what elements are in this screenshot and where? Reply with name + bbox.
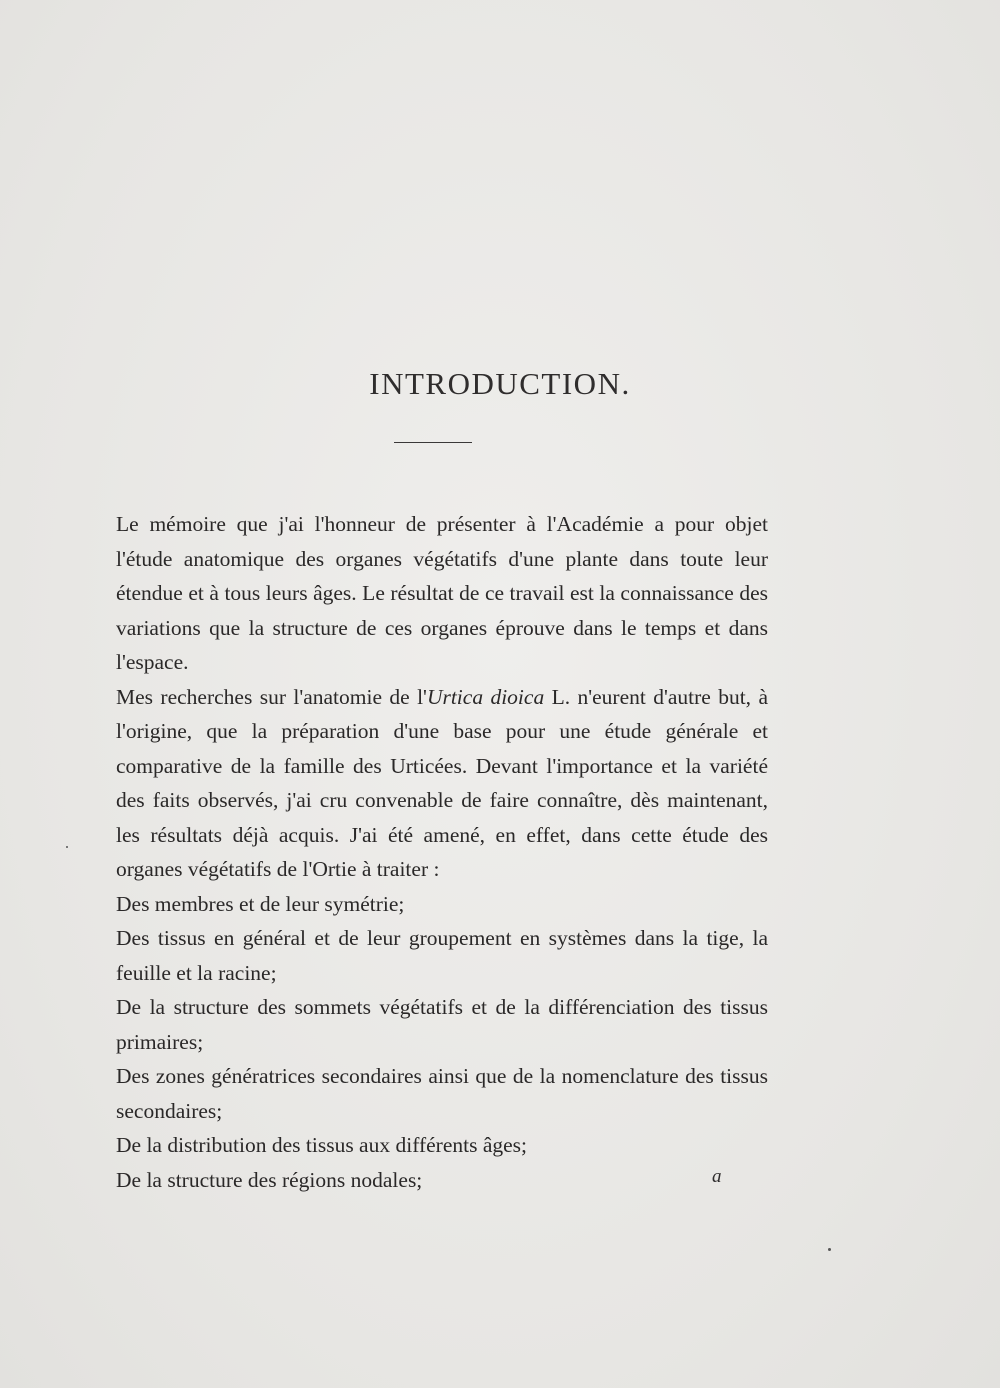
paragraph-2-end: L. n'eurent d'autre but, à l'origine, que la préparation d'une base pour une étude générale et comparative de la famille des Urticées. Devant l'importance et la variété des faits observés, j'ai cru convenable de faire connaître, dès maintenant, les résultats déjà acquis. J'ai été amené, en effet, dans cette étude des organes végétatifs de l'Ortie à traiter : xyxy=(116,684,768,881)
signature-mark: a xyxy=(712,1166,722,1187)
species-name: Urtica dioica xyxy=(426,684,545,709)
list-item-regions-nodales: De la structure des régions nodales; xyxy=(116,1167,423,1192)
list-item-zones: Des zones génératrices secondaires ainsi que de la nomenclature des tissus secondaires; xyxy=(116,1064,768,1123)
title-divider xyxy=(394,442,472,443)
paper-speck xyxy=(66,846,68,848)
body-text xyxy=(116,507,768,1197)
paragraph-2-start: Mes recherches sur l'anatomie de l' xyxy=(116,684,427,709)
paragraph-1: Le mémoire que j'ai l'honneur de présenter à l'Académie a pour objet l'étude anatomique des organes végétatifs d'une plante dans toute leur étendue et à tous leurs âges. Le résultat de ce travail est la connaissance des variations que la structure de ces organes éprouve dans le temps et dans l'espace. xyxy=(116,512,768,674)
paragraph-2 xyxy=(116,680,768,887)
list-item-membres: Des membres et de leur symétrie; xyxy=(116,891,405,916)
page-title: INTRODUCTION. xyxy=(369,366,631,401)
list-item-sommets: De la structure des sommets végétatifs et de la différenciation des tissus primaires; xyxy=(116,995,768,1054)
list-item-distribution: De la distribution des tissus aux différents âges; xyxy=(116,1133,528,1157)
paper-speck xyxy=(828,1248,831,1251)
list-item-tissus: Des tissus en général et de leur groupement en systèmes dans la tige, la feuille et la racine; xyxy=(116,926,768,985)
